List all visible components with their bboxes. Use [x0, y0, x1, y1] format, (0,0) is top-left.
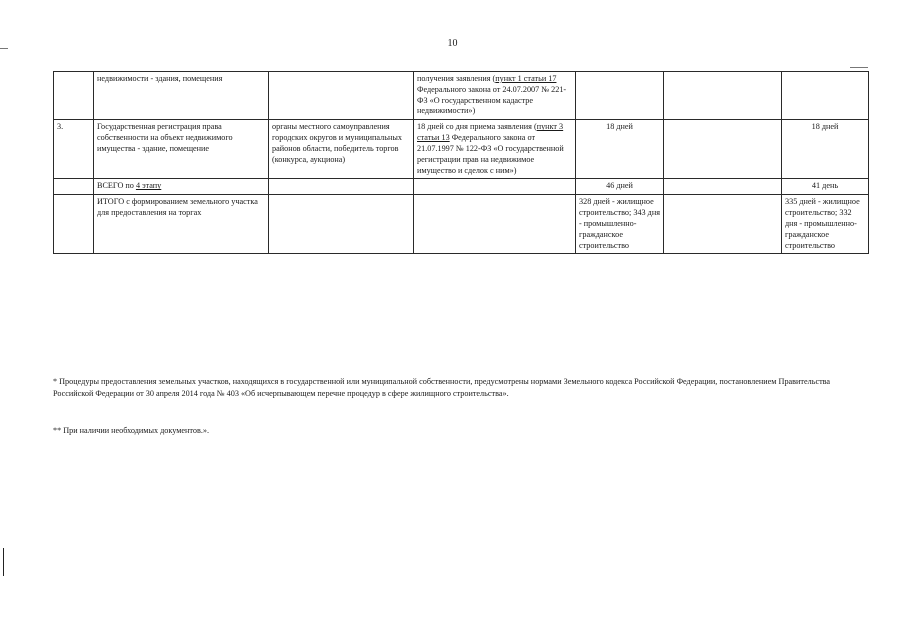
responsible-body-cell: органы местного самоуправления городских округов и муниципальных районов области, победитель торгов (конкурса, аукциона)	[269, 120, 414, 179]
days-cell: 328 дней - жилищное строительство; 343 дня - промышленно-гражданское строительство	[576, 195, 664, 254]
row-number	[54, 72, 94, 120]
days-cell	[664, 195, 782, 254]
term-text: Федерального закона от 21.07.1997 № 122-ФЗ «О государственной регистрации прав на недвижимое имущество и сделок с ним»)	[417, 133, 564, 175]
table-row	[54, 195, 869, 254]
term-cell	[414, 195, 576, 254]
days-cell	[664, 179, 782, 195]
procedure-cell: недвижимости - здания, помещения	[94, 72, 269, 120]
days-cell: 46 дней	[576, 179, 664, 195]
row-number	[54, 179, 94, 195]
days-cell	[664, 120, 782, 179]
responsible-body-cell	[269, 195, 414, 254]
days-cell	[576, 72, 664, 120]
procedure-cell: ИТОГО с формированием земельного участка для предоставления на торгах	[94, 195, 269, 254]
row-number: 3.	[54, 120, 94, 179]
footnote: ** При наличии необходимых документов.».	[53, 426, 210, 435]
margin-mark	[850, 67, 868, 68]
law-reference-link[interactable]: пункт 3 статьи 13	[417, 122, 564, 143]
total-label: ВСЕГО по	[97, 181, 136, 191]
row-number	[54, 195, 94, 254]
table-row	[54, 72, 869, 120]
term-text: получения заявления (	[417, 74, 496, 83]
footnote: * Процедуры предоставления земельных участков, находящихся в государственной или муниципальной собственности, предусмотрены нормами Земельного кодекса Российской Федерации, постановлением Правительства Российской Федерации от 30 апреля 2014 года № 403 «Об исчерпывающем перечне процедур в сфере жилищного строительства».	[53, 377, 831, 398]
days-cell: 18 дней	[576, 120, 664, 179]
responsible-body-cell	[269, 179, 414, 195]
procedure-cell: Государственная регистрация права собственности на объект недвижимого имущества - здание, помещение	[94, 120, 269, 179]
table-row	[54, 120, 869, 179]
term-cell	[414, 179, 576, 195]
days-cell	[782, 72, 869, 120]
law-reference-link[interactable]: пункт 1 статьи 17	[495, 74, 557, 83]
term-cell	[414, 72, 576, 120]
procedure-cell	[94, 179, 269, 195]
responsible-body-cell	[269, 72, 414, 120]
page-number: 10	[447, 38, 458, 49]
stage-link[interactable]: 4 этапу	[135, 181, 162, 191]
days-cell: 18 дней	[782, 120, 869, 179]
days-cell: 41 день	[782, 179, 869, 195]
term-text: 18 дней со дня приема заявления (	[417, 122, 537, 132]
binding-mark	[3, 548, 4, 576]
procedures-table	[53, 71, 869, 254]
days-cell: 335 дней - жилищное строительство; 332 дня - промышленно-гражданское строительство	[782, 195, 869, 254]
term-text: Федерального закона от 24.07.2007 № 221-ФЗ «О государственном кадастре недвижимости»)	[417, 84, 567, 116]
margin-mark	[0, 48, 8, 49]
term-cell	[414, 120, 576, 179]
days-cell	[664, 72, 782, 120]
table-row	[54, 179, 869, 195]
